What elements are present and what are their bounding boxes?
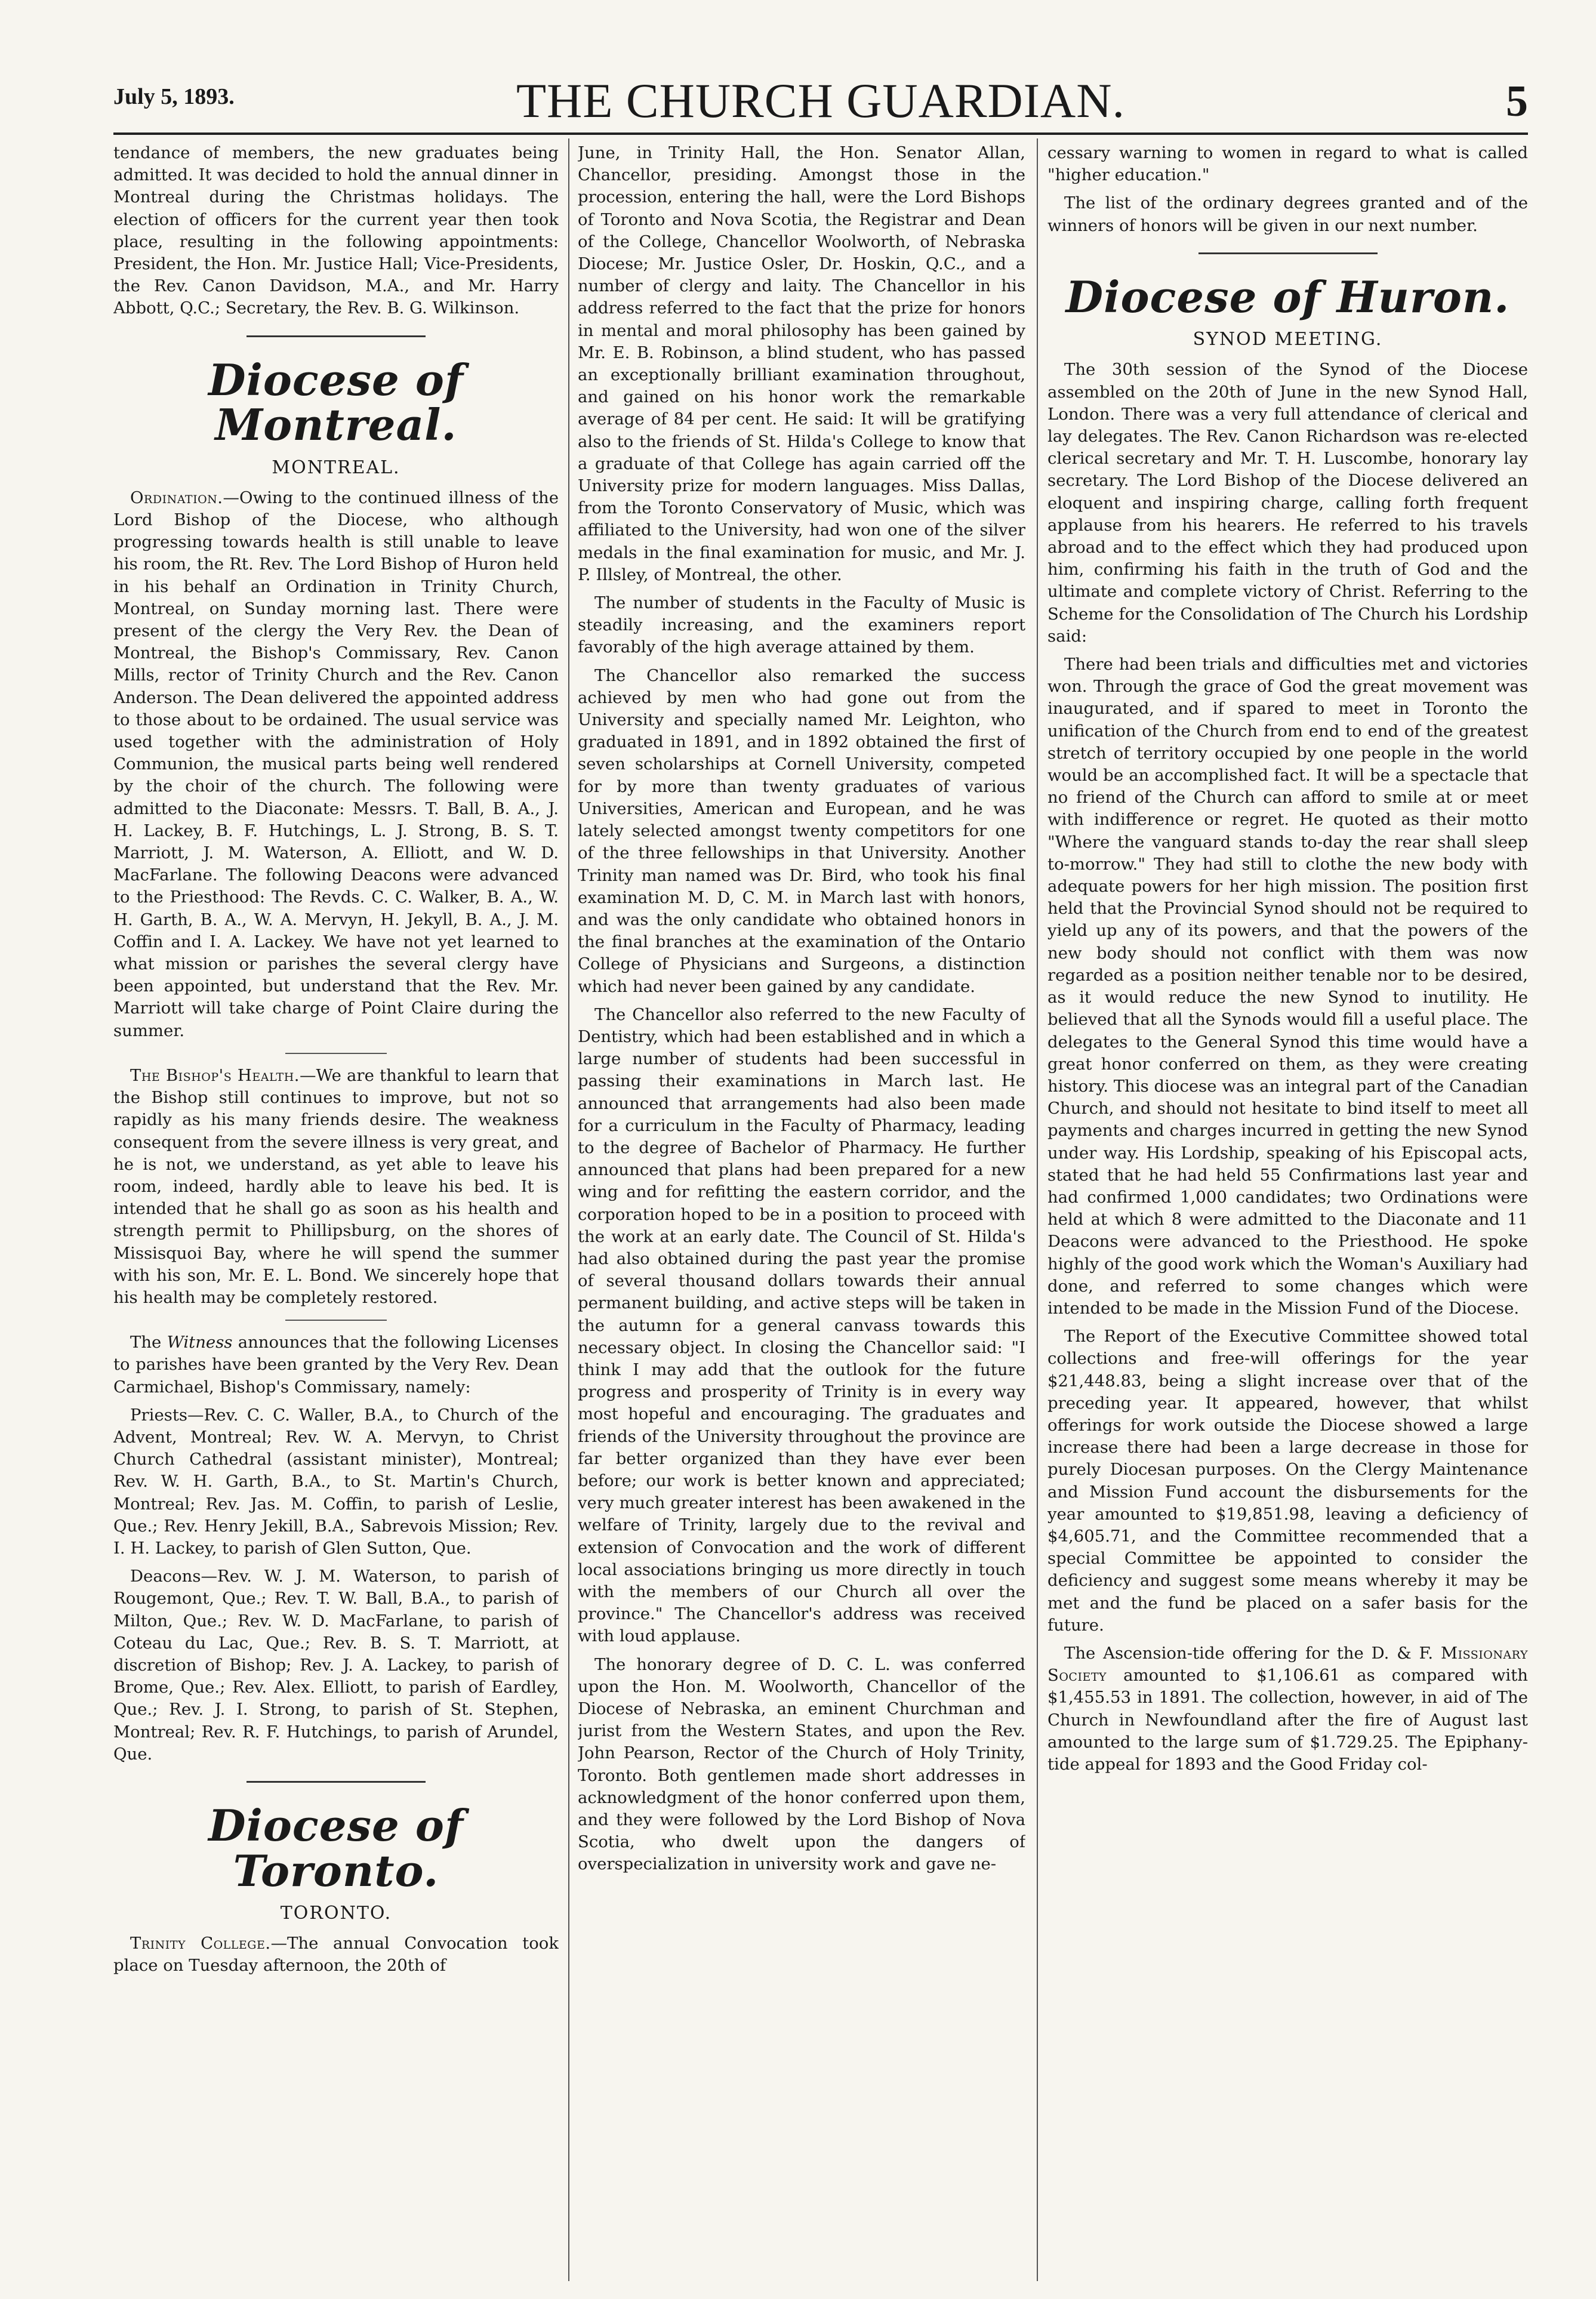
column-3 xyxy=(1047,142,1528,2291)
header-rule xyxy=(113,132,1528,135)
paragraph-bishops-health: The Bishop's Health.—We are thankful to learn that the Bishop still continues to improve, but not so rapidly as his many friends desire. The weakness consequent from the severe illness is very great, and he is not, we understand, as yet able to leave his room, indeed, hardly able to leave his bed. It is intended that he shall go as soon as his health and strength permit to Phillipsburg, on the shores of Missisquoi Bay, where he will spend the summer with his son, Mr. E. L. Bond. We sincerely hope that his health may be completely restored. xyxy=(113,1065,559,1307)
section-rule xyxy=(247,1781,426,1783)
separator xyxy=(285,1053,387,1054)
paragraph-deacons: Deacons—Rev. W. J. M. Waterson, to parish of Rougemont, Que.; Rev. T. W. Ball, B.A., to parish of Milton, Que.; Rev. W. D. MacFarlane, to parish of Coteau du Lac, Que.; Rev. B. S. T. Marriott, at discretion of Bishop; Rev. J. A. Lackey, to parish of Brome, Que.; Rev. Alex. Elliott, to parish of Eardley, Que.; Rev. J. I. Strong, to parish of St. Stephen, Montreal; Rev. R. F. Hutchings, to parish of Arundel, Que. xyxy=(113,1567,559,1764)
paragraph: cessary warning to women in regard to what is called "higher education." xyxy=(1047,143,1528,185)
section-heading-huron: Diocese of Huron. xyxy=(1065,271,1510,322)
newspaper-title: THE CHURCH GUARDIAN. xyxy=(516,73,1125,128)
subheading-toronto: TORONTO. xyxy=(280,1903,392,1924)
paragraph: The Report of the Executive Committee showed total collections and free-will offerings for the year $21,448.83, being a slight increase over that of the preceding year. It appeared, however, that whilst offerings for work outside the Diocese showed a large increase there had been a large decrease in those for purely Diocesan purposes. On the Clergy Maintenance and Mission Fund account the disbursements for the year amounted to $19,851.98, leaving a deficiency of $4,605.71, and the Committee recommended that a special Committee be appointed to consider the deficiency and suggest some means whereby it may be met and the fund be placed on a safer basis for the future. xyxy=(1047,1327,1528,1635)
paragraph: The number of students in the Faculty of Music is steadily increasing, and the examiners report favorably of the high average attained by them. xyxy=(578,593,1025,657)
paragraph: The list of the ordinary degrees granted and of the winners of honors will be given in our next number. xyxy=(1047,193,1528,235)
run-in-head: Trinity College. xyxy=(130,1934,271,1953)
section-rule xyxy=(247,335,426,337)
separator xyxy=(285,1320,387,1321)
paragraph: The Ascension-tide offering for the D. & F. Missionary Society amounted to $1,106.61 as compared with $1,455.53 in 1891. The collection, however, in aid of The Church in Newfoundland after the fire of August last amounted to the large sum of $1.729.25. The Epiphany-tide appeal for 1893 and the Good Friday col- xyxy=(1047,1643,1528,1774)
section-rule xyxy=(1198,252,1378,254)
subheading-montreal: MONTREAL. xyxy=(272,457,400,478)
page-number: 5 xyxy=(1506,77,1528,126)
paragraph-trinity-college: Trinity College.—The annual Convocation took place on Tuesday afternoon, the 20th of xyxy=(113,1934,559,1976)
issue-date: July 5, 1893. xyxy=(113,84,235,109)
subheading-synod-meeting: SYNOD MEETING. xyxy=(1193,329,1383,350)
paragraph: tendance of members, the new graduates being admitted. It was decided to hold the annual dinner in Montreal during the Christmas holidays. The election of officers for the current year then took place, resulting in the following appointments: President, the Hon. Mr. Justice Hall; Vice-Presidents, the Rev. Canon Davidson, M.A., and Mr. Harry Abbott, Q.C.; Secretary, the Rev. B. G. Wilkinson. xyxy=(113,143,559,318)
section-heading-montreal: Diocese of Montreal. xyxy=(208,354,464,451)
column-1 xyxy=(113,142,559,2291)
run-in-head: Ordination. xyxy=(130,488,223,507)
column-divider xyxy=(1037,138,1038,2281)
section-heading-toronto: Diocese of Toronto. xyxy=(208,1799,464,1896)
paragraph: The 30th session of the Synod of the Diocese assembled on the 20th of June in the new Synod Hall, London. There was a very full attendance of clerical and lay delegates. The Rev. Canon Richardson was re-elected clerical secretary and Mr. T. H. Luscombe, honorary lay secretary. The Lord Bishop of the Diocese delivered an eloquent and inspiring charge, calling forth frequent applause from his hearers. He referred to his travels abroad and to the effect which they had produced upon him, confirming his faith in the truth of God and the ultimate and complete victory of Christ. Referring to the Scheme for the Consolidation of The Church his Lordship said: xyxy=(1047,360,1528,646)
column-2 xyxy=(578,142,1025,2291)
paragraph: The Chancellor also remarked the success achieved by men who had gone out from the University and specially named Mr. Leighton, who graduated in 1891, and in 1892 obtained the first of seven scholarships at Cornell University, competed for by more than twenty graduates of various Universities, American and European, and he was lately selected amongst twenty competitors for one of the three fellowships in that University. Another Trinity man named was Dr. Bird, who took his final examination M. D, C. M. in March last with honors, and was the only candidate who obtained honors in the final branches at the examination of the Ontario College of Physicians and Surgeons, a distinction which had never been gained by any candidate. xyxy=(578,665,1025,996)
paragraph-priests: Priests—Rev. C. C. Waller, B.A., to Church of the Advent, Montreal; Rev. W. A. Mervyn, to Christ Church Cathedral (assistant minister), Montreal; Rev. W. H. Garth, B.A., to St. Martin's Church, Montreal; Rev. Jas. M. Coffin, to parish of Leslie, Que.; Rev. Henry Jekill, B.A., Sabrevois Mission; Rev. I. H. Lackey, to parish of Glen Sutton, Que. xyxy=(113,1405,559,1558)
column-divider xyxy=(568,138,569,2281)
paragraph: June, in Trinity Hall, the Hon. Senator Allan, Chancellor, presiding. Amongst those in the procession, entering the hall, were the Lord Bishops of Toronto and Nova Scotia, the Registrar and Dean of the College, Chancellor Woolworth, of Nebraska Diocese; Mr. Justice Osler, Dr. Hoskin, Q.C., and a number of clergy and laity. The Chancellor in his address referred to the fact that the prize for honors in mental and moral philosophy has been gained by Mr. E. B. Robinson, a blind student, who has passed an exceptionally brilliant examination throughout, and gained on his honor work the remarkable average of 84 per cent. He said: It will be gratifying also to the friends of St. Hilda's College to know that a graduate of that College has again carried off the University prize for modern languages. Miss Dallas, from the Toronto Conservatory of Music, which was affiliated to the University, had won one of the silver medals in the final examination for music, and Mr. J. P. Illsley, of Montreal, the other. xyxy=(578,143,1025,584)
paragraph: The Chancellor also referred to the new Faculty of Dentistry, which had been established and in which a large number of students had been successful in passing their examinations in March last. He announced that arrangements had also been made for a curriculum in the Faculty of Pharmacy, leading to the degree of Bachelor of Pharmacy. He further announced that plans had been prepared for a new wing and for refitting the eastern corridor, and the corporation hoped to be in a position to proceed with the work at an early date. The Council of St. Hilda's had also obtained during the past year the promise of several thousand dollars towards their annual permanent building, and active steps will be taken in the autumn for a general canvass towards this necessary object. In closing the Chancellor said: "I think I may add that the outlook for the future progress and prosperity of Trinity is in every way most hopeful and encouraging. The graduates and friends of the University throughout the province are far better organized than they have ever been before; our work is better known and appreciated; very much greater interest has been awakened in the welfare of Trinity, largely due to the revival and extension of Convocation and the work of different local associations bringing us more directly in touch with the members of our Church all over the province." The Chancellor's address was received with loud applause. xyxy=(578,1004,1025,1646)
paragraph: There had been trials and difficulties met and victories won. Through the grace of God the great movement was inaugurated, and if spared to meet in Toronto the unification of the Church from end to end of the greatest stretch of territory occupied by one people in the world would be an accomplished fact. It will be a spectacle that no friend of the Church can afford to smile at or meet with indifference or regret. He quoted as their motto "Where the vanguard stands to-day the rear shall sleep to-morrow." They had still to clothe the new body with adequate powers for her high mission. The position first held that the Provincial Synod should not be required to yield up any of its powers, and that the powers of the new body should not conflict with them was now regarded as a position neither tenable nor to be desired, as it would reduce the new Synod to inutility. He believed that all the Synods would fill a useful place. The delegates to the General Synod this time would have a great honor conferred on them, as they were creating history. This diocese was an integral part of the Canadian Church, and should not hesitate to bind itself to meet all payments and charges incurred in getting the new Synod under way. His Lordship, speaking of his Episcopal acts, stated that he had held 55 Confirmations last year and had confirmed 1,000 candidates; two Ordinations were held at which 8 were admitted to the Diaconate and 11 Deacons were advanced to the Priesthood. He spoke highly of the good work which the Woman's Auxiliary had done, and referred to some changes which were intended to be made in the Mission Fund of the Diocese. xyxy=(1047,655,1528,1318)
masthead xyxy=(113,73,1528,137)
run-in-head: The Bishop's Health. xyxy=(130,1065,300,1085)
paragraph: The honorary degree of D. C. L. was conferred upon the Hon. M. Woolworth, Chancellor of the Diocese of Nebraska, an eminent Churchman and jurist from the Western States, and upon the Rev. John Pearson, Rector of the Church of Holy Trinity, Toronto. Both gentlemen made short addresses in acknowledgment of the honor conferred upon them, and they were followed by the Lord Bishop of Nova Scotia, who dwelt upon the dangers of overspecialization in university work and gave ne- xyxy=(578,1654,1025,1874)
paragraph-witness: The Witness announces that the following Licenses to parishes have been granted by the Very Rev. Dean Carmichael, Bishop's Commissary, namely: xyxy=(113,1333,559,1397)
paragraph-ordination: Ordination.—Owing to the continued illness of the Lord Bishop of the Diocese, who although progressing towards health is still unable to leave his room, the Rt. Rev. The Lord Bishop of Huron held in his behalf an Ordination in Trinity Church, Montreal, on Sunday morning last. There were present of the clergy the Very Rev. the Dean of Montreal, the Bishop's Commissary, Rev. Canon Mills, rector of Trinity Church and the Rev. Canon Anderson. The Dean delivered the appointed address to those about to be ordained. The usual service was used together with the administration of Holy Communion, the musical parts being well rendered by the choir of the church. The following were admitted to the Diaconate: Messrs. T. Ball, B. A., J. H. Lackey, B. F. Hutchings, L. J. Strong, B. S. T. Marriott, J. M. Waterson, A. Elliott, and W. D. MacFarlane. The following Deacons were advanced to the Priesthood: The Revds. C. C. Walker, B. A., W. H. Garth, B. A., W. A. Mervyn, H. Jekyll, B. A., J. M. Coffin and I. A. Lackey. We have not yet learned to what mission or parishes the several clergy have been appointed, but understand that the Rev. Mr. Marriott will take charge of Point Claire during the summer. xyxy=(113,488,559,1040)
